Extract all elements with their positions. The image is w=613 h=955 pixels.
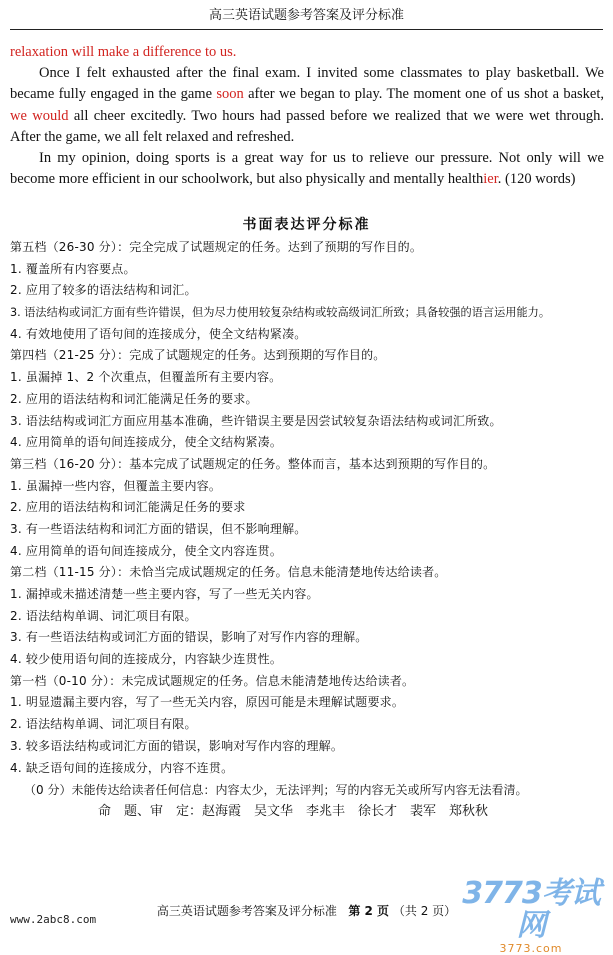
- criteria-line: 4. 应用简单的语句间连接成分，使全文结构紧凑。: [10, 435, 283, 450]
- criteria-line: 3. 语法结构或词汇方面应用基本准确，些许错误主要是因尝试较复杂语法结构或词汇所致。: [10, 413, 502, 428]
- criteria-line: 2. 语法结构单调、词汇项目有限。: [10, 717, 197, 732]
- criteria-line: 2. 语法结构单调、词汇项目有限。: [10, 608, 197, 623]
- criteria-list: [10, 237, 606, 779]
- criteria-line: 2. 应用的语法结构和词汇能满足任务的要求: [10, 500, 246, 515]
- watermark-logo-text: 3773考试网: [462, 876, 600, 943]
- footer-page-number: 第 2 页: [348, 904, 390, 918]
- criteria-line: 3. 有一些语法结构或词汇方面的错误，影响了对写作内容的理解。: [10, 630, 368, 645]
- criteria-line: 1. 虽漏掉一些内容，但覆盖主要内容。: [10, 478, 222, 493]
- watermark-url: 3773.com: [499, 942, 563, 955]
- essay-line-1: relaxation will make a difference to us.: [10, 44, 237, 60]
- criteria-line: 1. 覆盖所有内容要点。: [10, 261, 136, 276]
- zero-score-criterion: （0 分）未能传达给读者任何信息：内容太少，无法评判；写的内容无关或所写内容无法看清。: [24, 783, 528, 797]
- footer-page-total: （共 2 页）: [392, 904, 457, 918]
- criteria-line: 第四档（21-25 分）：完成了试题规定的任务。达到预期的写作目的。: [10, 348, 386, 363]
- authors-line: 命 题、审 定：赵海霞 吴文华 李兆丰 徐长才 裴军 郑秋秋: [98, 804, 489, 819]
- essay-paragraph-3: In my opinion, doing sports is a great way for us to relieve our pressure. Not only will we become more efficient in our schoolwork, but also physically and mentally healthier. (120 words): [10, 150, 604, 188]
- criteria-line: 4. 有效地使用了语句间的连接成分，使全文结构紧凑。: [10, 326, 307, 341]
- criteria-line: 第二档（11-15 分）：未恰当完成试题规定的任务。信息未能清楚地传达给读者。: [10, 565, 447, 580]
- footer-title: 高三英语试题参考答案及评分标准: [156, 904, 337, 918]
- essay-paragraph-2: Once I felt exhausted after the final exam. I invited some classmates to play basketball. We became fully engaged in the game soon after we began to play. The moment one of us shot a basket, we would all cheer excitedly. Two hours had passed before we realized that we were wet through. After the game, we all felt relaxed and refreshed.: [10, 65, 604, 145]
- criteria-line: 第三档（16-20 分）：基本完成了试题规定的任务。整体而言，基本达到预期的写作目的。: [10, 456, 496, 471]
- criteria-title: 书面表达评分标准: [242, 217, 371, 233]
- page-header: [10, 4, 603, 30]
- criteria-line: 3. 有一些语法结构和词汇方面的错误，但不影响理解。: [10, 521, 307, 536]
- criteria-line: 第五档（26-30 分）：完全完成了试题规定的任务。达到了预期的写作目的。: [10, 240, 423, 254]
- criteria-line: 1. 虽漏掉 1、2 个次重点，但覆盖所有主要内容。: [10, 370, 282, 385]
- criteria-line: 1. 漏掉或未描述清楚一些主要内容，写了一些无关内容。: [10, 587, 319, 601]
- criteria-line: 第一档（0-10 分）：未完成试题规定的任务。信息未能清楚地传达给读者。: [10, 673, 415, 688]
- criteria-line: 4. 较少使用语句间的连接成分，内容缺少连贯性。: [10, 652, 283, 667]
- criteria-line: 2. 应用了较多的语法结构和词汇。: [10, 283, 197, 298]
- watermark-logo: [461, 878, 601, 955]
- criteria-line: 1. 明显遗漏主要内容，写了一些无关内容，原因可能是未理解试题要求。: [10, 695, 405, 710]
- watermark-left: www.2abc8.com: [10, 913, 97, 926]
- criteria-line: 4. 缺乏语句间的连接成分，内容不连贯。: [10, 760, 234, 775]
- header-title: 高三英语试题参考答案及评分标准: [208, 8, 404, 23]
- criteria-line: 4. 应用简单的语句间连接成分，使全文内容连贯。: [10, 543, 283, 558]
- criteria-line: 2. 应用的语法结构和词汇能满足任务的要求。: [10, 391, 258, 406]
- criteria-line: 3. 较多语法结构或词汇方面的错误，影响对写作内容的理解。: [10, 738, 344, 753]
- criteria-line: 3. 语法结构或词汇方面有些许错误，但为尽力使用较复杂结构或较高级词汇所致；具备较强的语言运用能力。: [10, 306, 551, 320]
- model-essay: [10, 42, 604, 190]
